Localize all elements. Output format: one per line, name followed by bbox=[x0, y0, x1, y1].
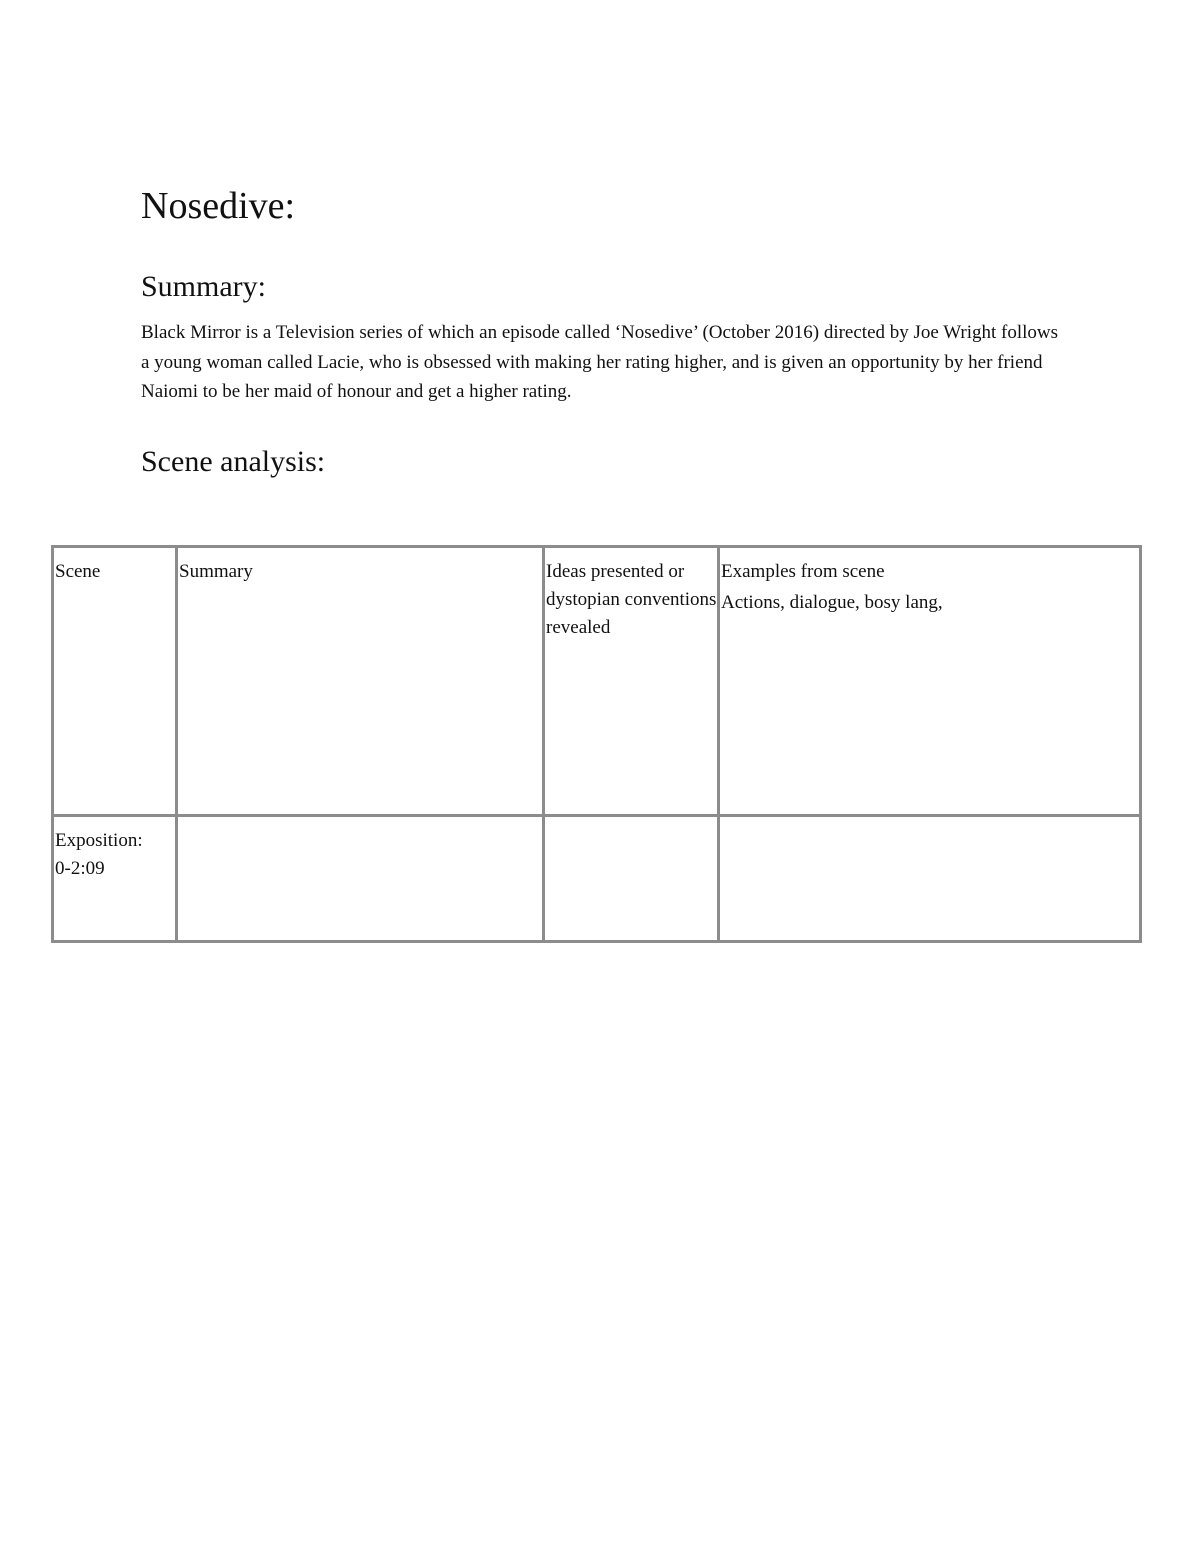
summary-heading: Summary: bbox=[141, 270, 266, 303]
header-summary-label: Summary bbox=[179, 561, 253, 582]
header-cell-examples bbox=[719, 547, 1141, 816]
header-examples-sublabel: Actions, dialogue, bosy lang, bbox=[721, 592, 943, 613]
cell-scene-exposition[interactable] bbox=[53, 816, 177, 942]
header-scene-label: Scene bbox=[55, 561, 101, 582]
header-examples-label: Examples from scene bbox=[721, 561, 885, 582]
scene-analysis-heading: Scene analysis: bbox=[141, 445, 326, 478]
header-cell-summary bbox=[177, 547, 544, 816]
page-title: Nosedive: bbox=[141, 185, 296, 227]
scene-label: Exposition: bbox=[55, 830, 143, 851]
scene-analysis-table bbox=[51, 545, 1142, 943]
summary-paragraph: Black Mirror is a Television series of which an episode called ‘Nosedive’ (October 2016) directed by Joe Wright follows a young woman called Lacie, who is obsessed with making her rating higher, and is given an opportunity by her friend Naiomi to be her maid of honour and get a higher rating. bbox=[141, 322, 1059, 402]
header-cell-ideas bbox=[544, 547, 719, 816]
table-header-row bbox=[53, 547, 1141, 816]
cell-examples-exposition[interactable] bbox=[719, 816, 1141, 942]
cell-ideas-exposition[interactable] bbox=[544, 816, 719, 942]
scene-time: 0-2:09 bbox=[55, 858, 105, 879]
header-cell-scene bbox=[53, 547, 177, 816]
table-row bbox=[53, 816, 1141, 942]
cell-summary-exposition[interactable] bbox=[177, 816, 544, 942]
header-ideas-label: Ideas presented or dystopian conventions revealed bbox=[546, 561, 717, 638]
